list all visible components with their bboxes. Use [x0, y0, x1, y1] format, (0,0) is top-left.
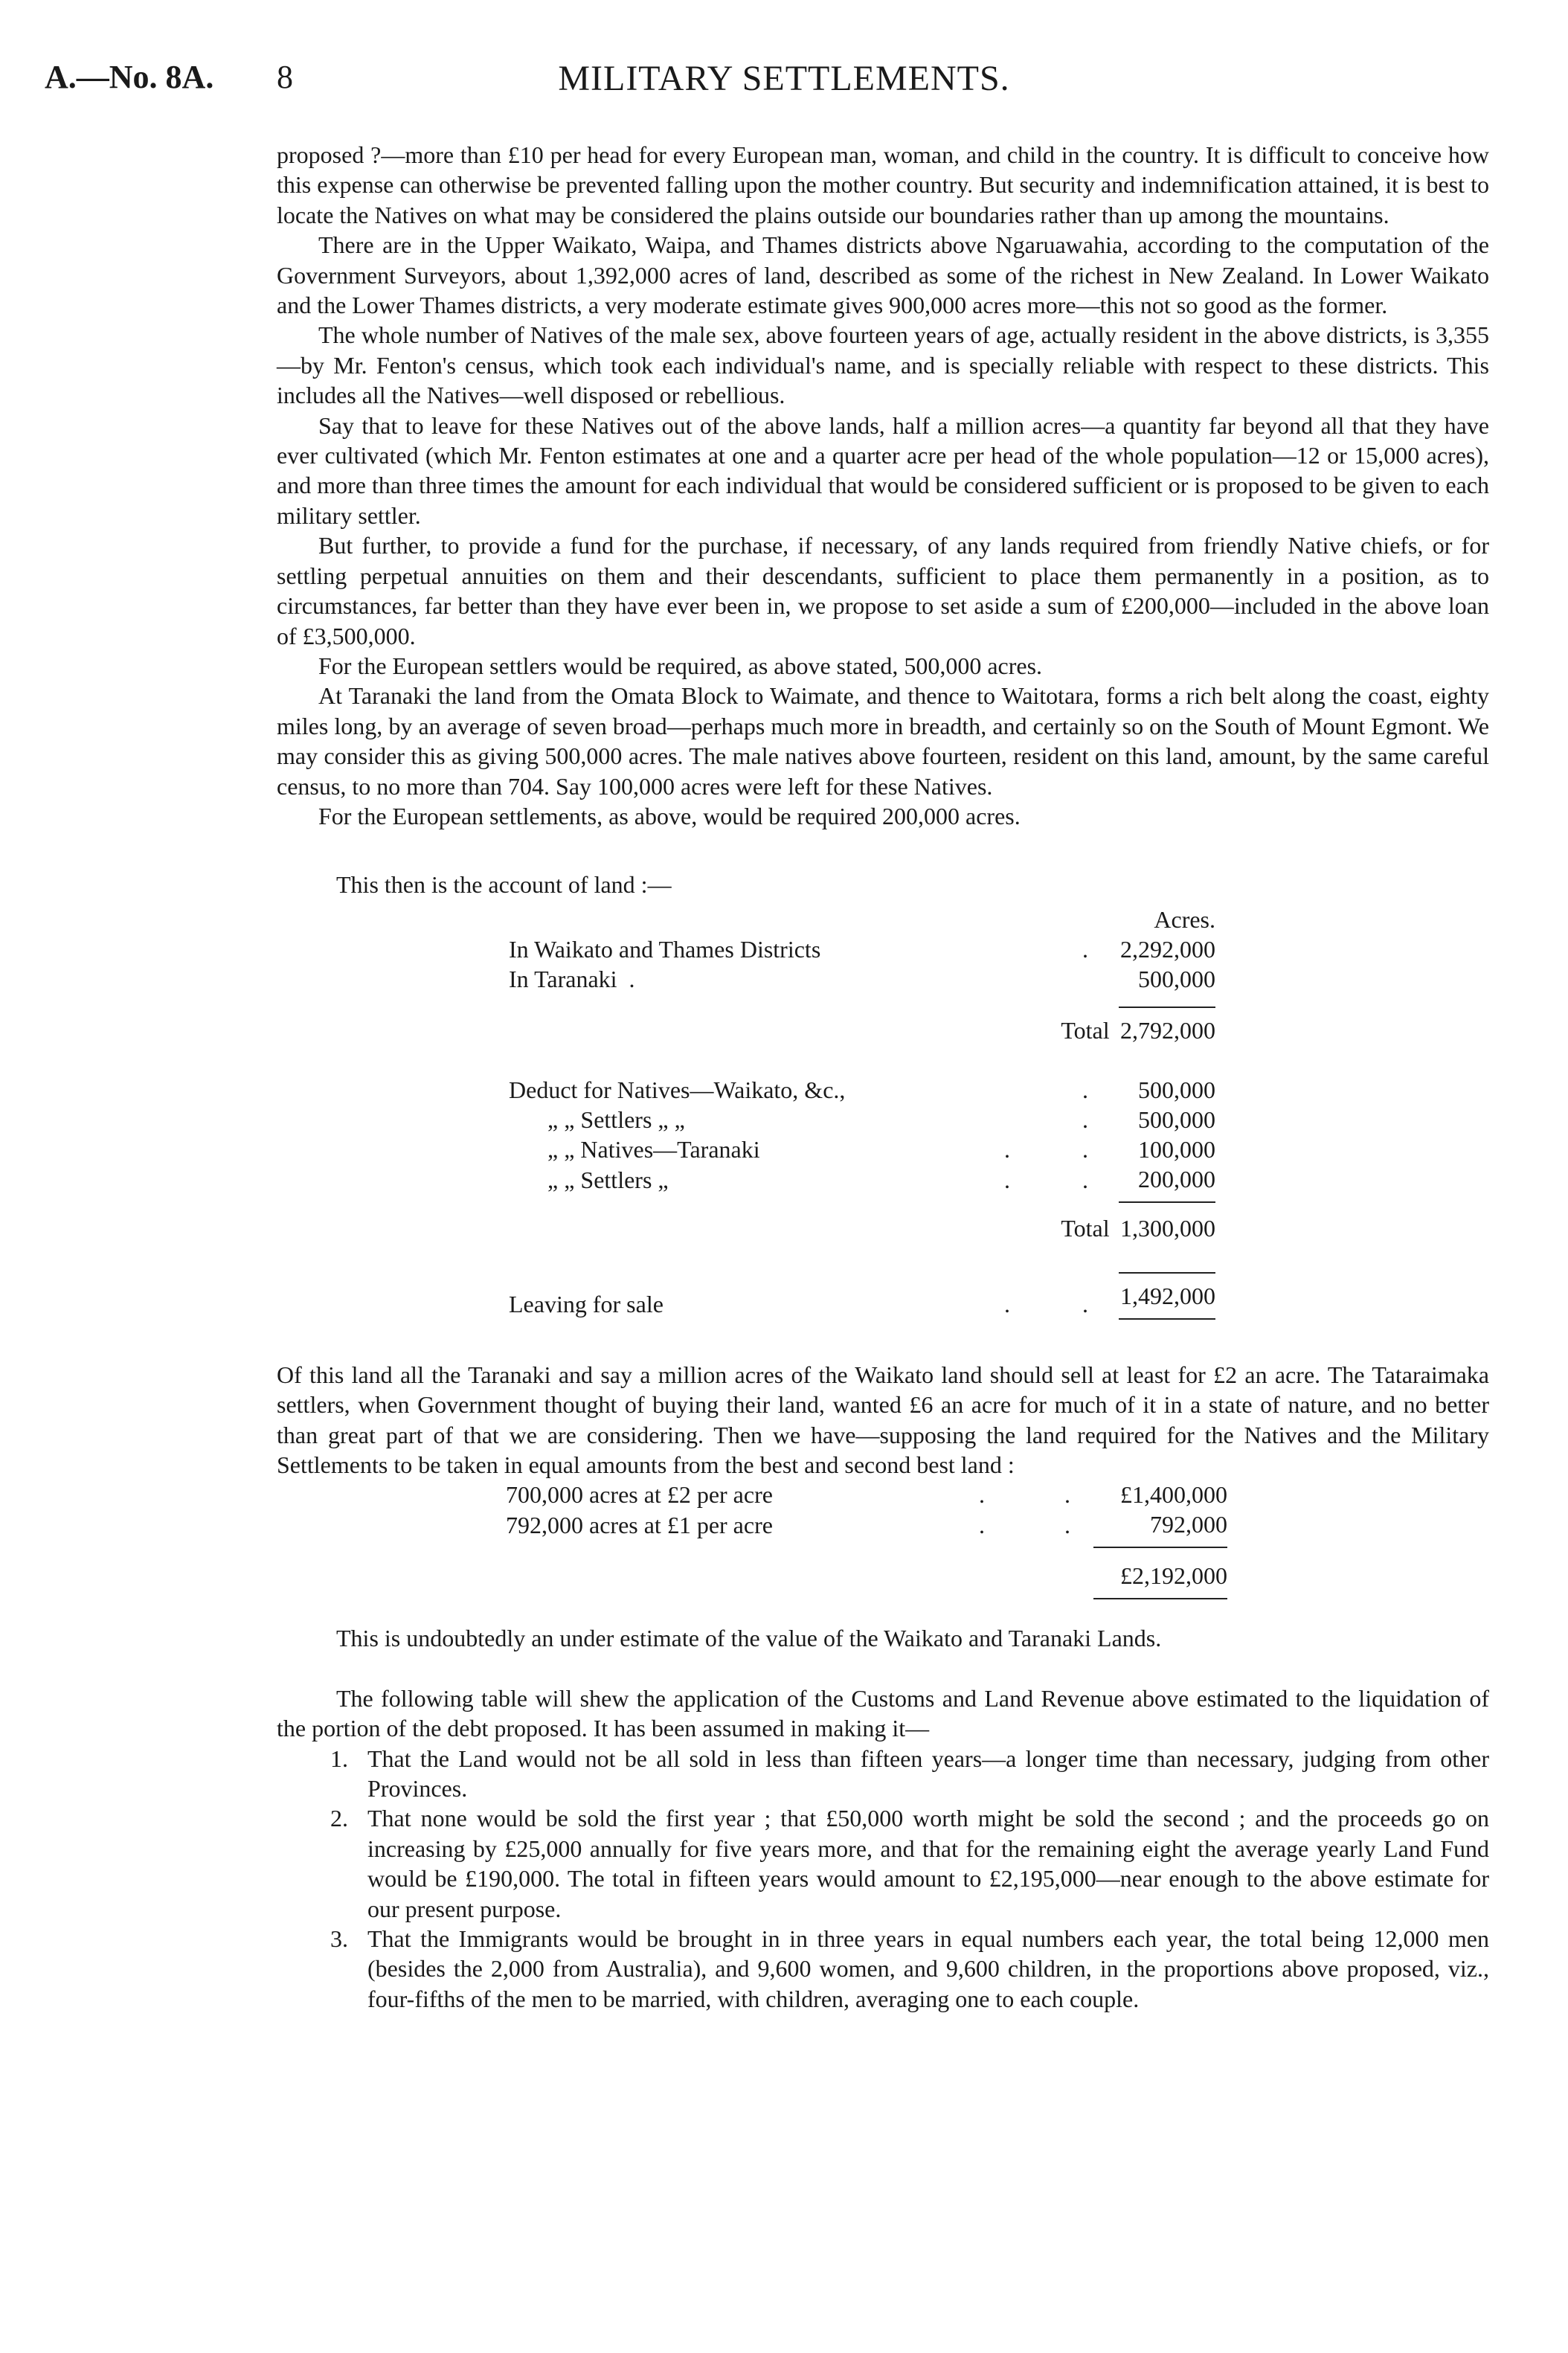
- leader-dot: .: [1004, 1166, 1010, 1193]
- item-number: 3.: [330, 1925, 348, 1953]
- row-label: Leaving for sale: [509, 1290, 663, 1317]
- row-label: Deduct for Natives—Waikato, &c.,: [509, 1076, 846, 1103]
- leader-dot: .: [979, 1481, 985, 1509]
- paragraph: Say that to leave for these Natives out of the above lands, half a million acres—a quantity far beyond all that they have ever cultivated (which Mr. Fenton estimates at one and a quarter acre per head of the whole population—12 or 15,000 acres), and more than three times the amount for each individual that would be considered sufficient or is proposed to be given to each military settler.: [277, 411, 1489, 529]
- table-row: [509, 1105, 1215, 1134]
- paragraph: proposed ?—more than £10 per head for every European man, woman, and child in the country. It is difficult to conceive how this expense can otherwise be prevented falling upon the mother country. But security and indemnification attained, it is best to locate the Natives on what may be considered the plains outside our boundaries rather than up among the mountains.: [277, 141, 1489, 228]
- leader-dot: .: [1082, 1290, 1088, 1317]
- leaving-value: 1,492,000: [1119, 1273, 1215, 1319]
- table-row: [509, 1273, 1215, 1319]
- table-row: [506, 1480, 1227, 1509]
- table-row: [509, 1075, 1215, 1105]
- row-label: „ „ Settlers „ „: [547, 1105, 685, 1133]
- page-header: [45, 58, 1523, 110]
- list-item: [277, 1924, 1489, 2014]
- account-intro: This then is the account of land :—: [336, 871, 672, 899]
- page-body: [277, 140, 1489, 2014]
- assumptions-list: [277, 1744, 1489, 2015]
- item-text: That the Immigrants would be brought in in three years in equal numbers each year, the total being 12,000 men (besides the 2,000 from Australia), and 9,600 women, and 9,600 children, in the proportions above proposed, viz., four-fifths of the men to be married, with children, averaging one to each couple.: [367, 1925, 1489, 2012]
- following-paragraph: The following table will shew the application of the Customs and Land Revenue above estimated to the liquidation of the portion of the debt proposed. It has been assumed in making it—: [277, 1684, 1489, 1742]
- item-number: 1.: [330, 1744, 348, 1772]
- table-row: [509, 1164, 1215, 1202]
- row-value: 500,000: [1138, 1076, 1215, 1103]
- paragraph: The whole number of Natives of the male sex, above fourteen years of age, actually resident in the above districts, is 3,355—by Mr. Fenton's census, which took each individual's name, and is specially reliable with respect to these districts. This includes all the Natives—well disposed or rebellious.: [277, 321, 1489, 409]
- row-value: 792,000: [1093, 1509, 1227, 1547]
- leader-dot: .: [1082, 1135, 1088, 1163]
- leader-dot: .: [1064, 1481, 1070, 1509]
- row-label: 700,000 acres at £2 per acre: [506, 1481, 773, 1509]
- row-label: 792,000 acres at £1 per acre: [506, 1512, 773, 1539]
- acres-column-header: Acres.: [1154, 905, 1215, 933]
- table-row: [509, 964, 1215, 994]
- paragraph: At Taranaki the land from the Omata Block to Waimate, and thence to Waitotara, forms a rich belt along the coast, eighty miles long, by an average of seven broad—perhaps much more in breadth, and certainly so on the South of Mount Egmont. We may consider this as giving 500,000 acres. The male natives above fourteen, resident on this land, amount, by the same careful census, to no more than 704. Say 100,000 acres were left for these Natives.: [277, 682, 1489, 800]
- land-account-table: [509, 905, 1215, 1320]
- leader-dot: [963, 1105, 1052, 1134]
- item-text: That none would be sold the first year ; that £50,000 worth might be sold the second ; and the proceeds go on increasing by £25,000 annually for five years more, and that for the remaining eight the average yearly Land Fund would be £190,000. The total in fifteen years would amount to £2,195,000—near enough to the above estimate for our present purpose.: [367, 1805, 1489, 1922]
- document-reference: A.—No. 8A.: [45, 59, 214, 95]
- leader-dot: .: [979, 1512, 985, 1539]
- estimate-note: This is undoubtedly an under estimate of the value of the Waikato and Taranaki Lands.: [336, 1625, 1162, 1652]
- sale-table: [506, 1480, 1227, 1599]
- sale-paragraph: Of this land all the Taranaki and say a million acres of the Waikato land should sell at least for £2 an acre. The Tataraimaka settlers, when Government thought of buying their land, wanted £6 an acre for much of it in a state of nature, and no better than great part of that we are considering. Then we have—supposing the land required for the Natives and the Military Settlements to be taken in equal amounts from the best and second best land :: [277, 1361, 1489, 1478]
- paragraph: But further, to provide a fund for the purchase, if necessary, of any lands required from friendly Native chiefs, or for settling perpetual annuities on them and their descendants, sufficient to place them permanently in a position, as to circumstances, far better than they have ever been in, we propose to set aside a sum of £200,000—included in the above loan of £3,500,000.: [277, 532, 1489, 649]
- table-row: [509, 905, 1215, 934]
- list-item: [277, 1803, 1489, 1924]
- leader-dot: .: [1004, 1135, 1010, 1163]
- page-number: 8: [277, 59, 293, 95]
- list-item: [277, 1744, 1489, 1804]
- paragraph: For the European settlers would be required, as above stated, 500,000 acres.: [318, 652, 1043, 679]
- table-row: [509, 934, 1215, 964]
- total-value: 1,300,000: [1120, 1214, 1215, 1242]
- leader-dot: .: [1082, 935, 1088, 963]
- leader-dot: .: [1082, 1076, 1088, 1103]
- running-title: MILITARY SETTLEMENTS.: [558, 59, 1010, 98]
- row-value: 500,000: [1138, 1105, 1215, 1133]
- table-row: [506, 1561, 1227, 1599]
- row-value: 2,292,000: [1120, 935, 1215, 963]
- leader-dot: .: [1064, 1512, 1070, 1539]
- row-value: 200,000: [1119, 1164, 1215, 1202]
- item-text: That the Land would not be all sold in less than fifteen years—a longer time than necessary, judging from other Provinces.: [367, 1744, 1489, 1802]
- total-label: Total: [1061, 1016, 1110, 1044]
- paragraph: There are in the Upper Waikato, Waipa, and Thames districts above Ngaruawahia, according to the computation of the Government Surveyors, about 1,392,000 acres of land, described as some of the richest in New Zealand. In Lower Waikato and the Lower Thames districts, a very moderate estimate gives 900,000 acres more—this not so good as the former.: [277, 231, 1489, 319]
- table-row: [506, 1509, 1227, 1547]
- sale-total: £2,192,000: [1093, 1561, 1227, 1599]
- leader-dot: .: [1004, 1290, 1010, 1317]
- row-value: 500,000: [1138, 965, 1215, 992]
- total-label: Total: [1061, 1214, 1110, 1242]
- row-value: £1,400,000: [1120, 1481, 1227, 1509]
- leader-dot: [963, 1075, 1052, 1105]
- table-row: [509, 1134, 1215, 1164]
- row-label: In Waikato and Thames Districts: [509, 935, 821, 963]
- row-label: „ „ Natives—Taranaki: [547, 1135, 760, 1163]
- table-row: [509, 1007, 1215, 1045]
- row-label: In Taranaki .: [509, 965, 635, 992]
- row-value: 100,000: [1138, 1135, 1215, 1163]
- leader-dot: .: [1082, 1105, 1088, 1133]
- item-number: 2.: [330, 1805, 348, 1832]
- paragraph: For the European settlements, as above, would be required 200,000 acres.: [318, 802, 1021, 829]
- total-value: 2,792,000: [1119, 1007, 1215, 1045]
- table-row: [509, 1202, 1215, 1243]
- leader-dot: .: [1082, 1166, 1088, 1193]
- row-label: „ „ Settlers „: [547, 1166, 669, 1193]
